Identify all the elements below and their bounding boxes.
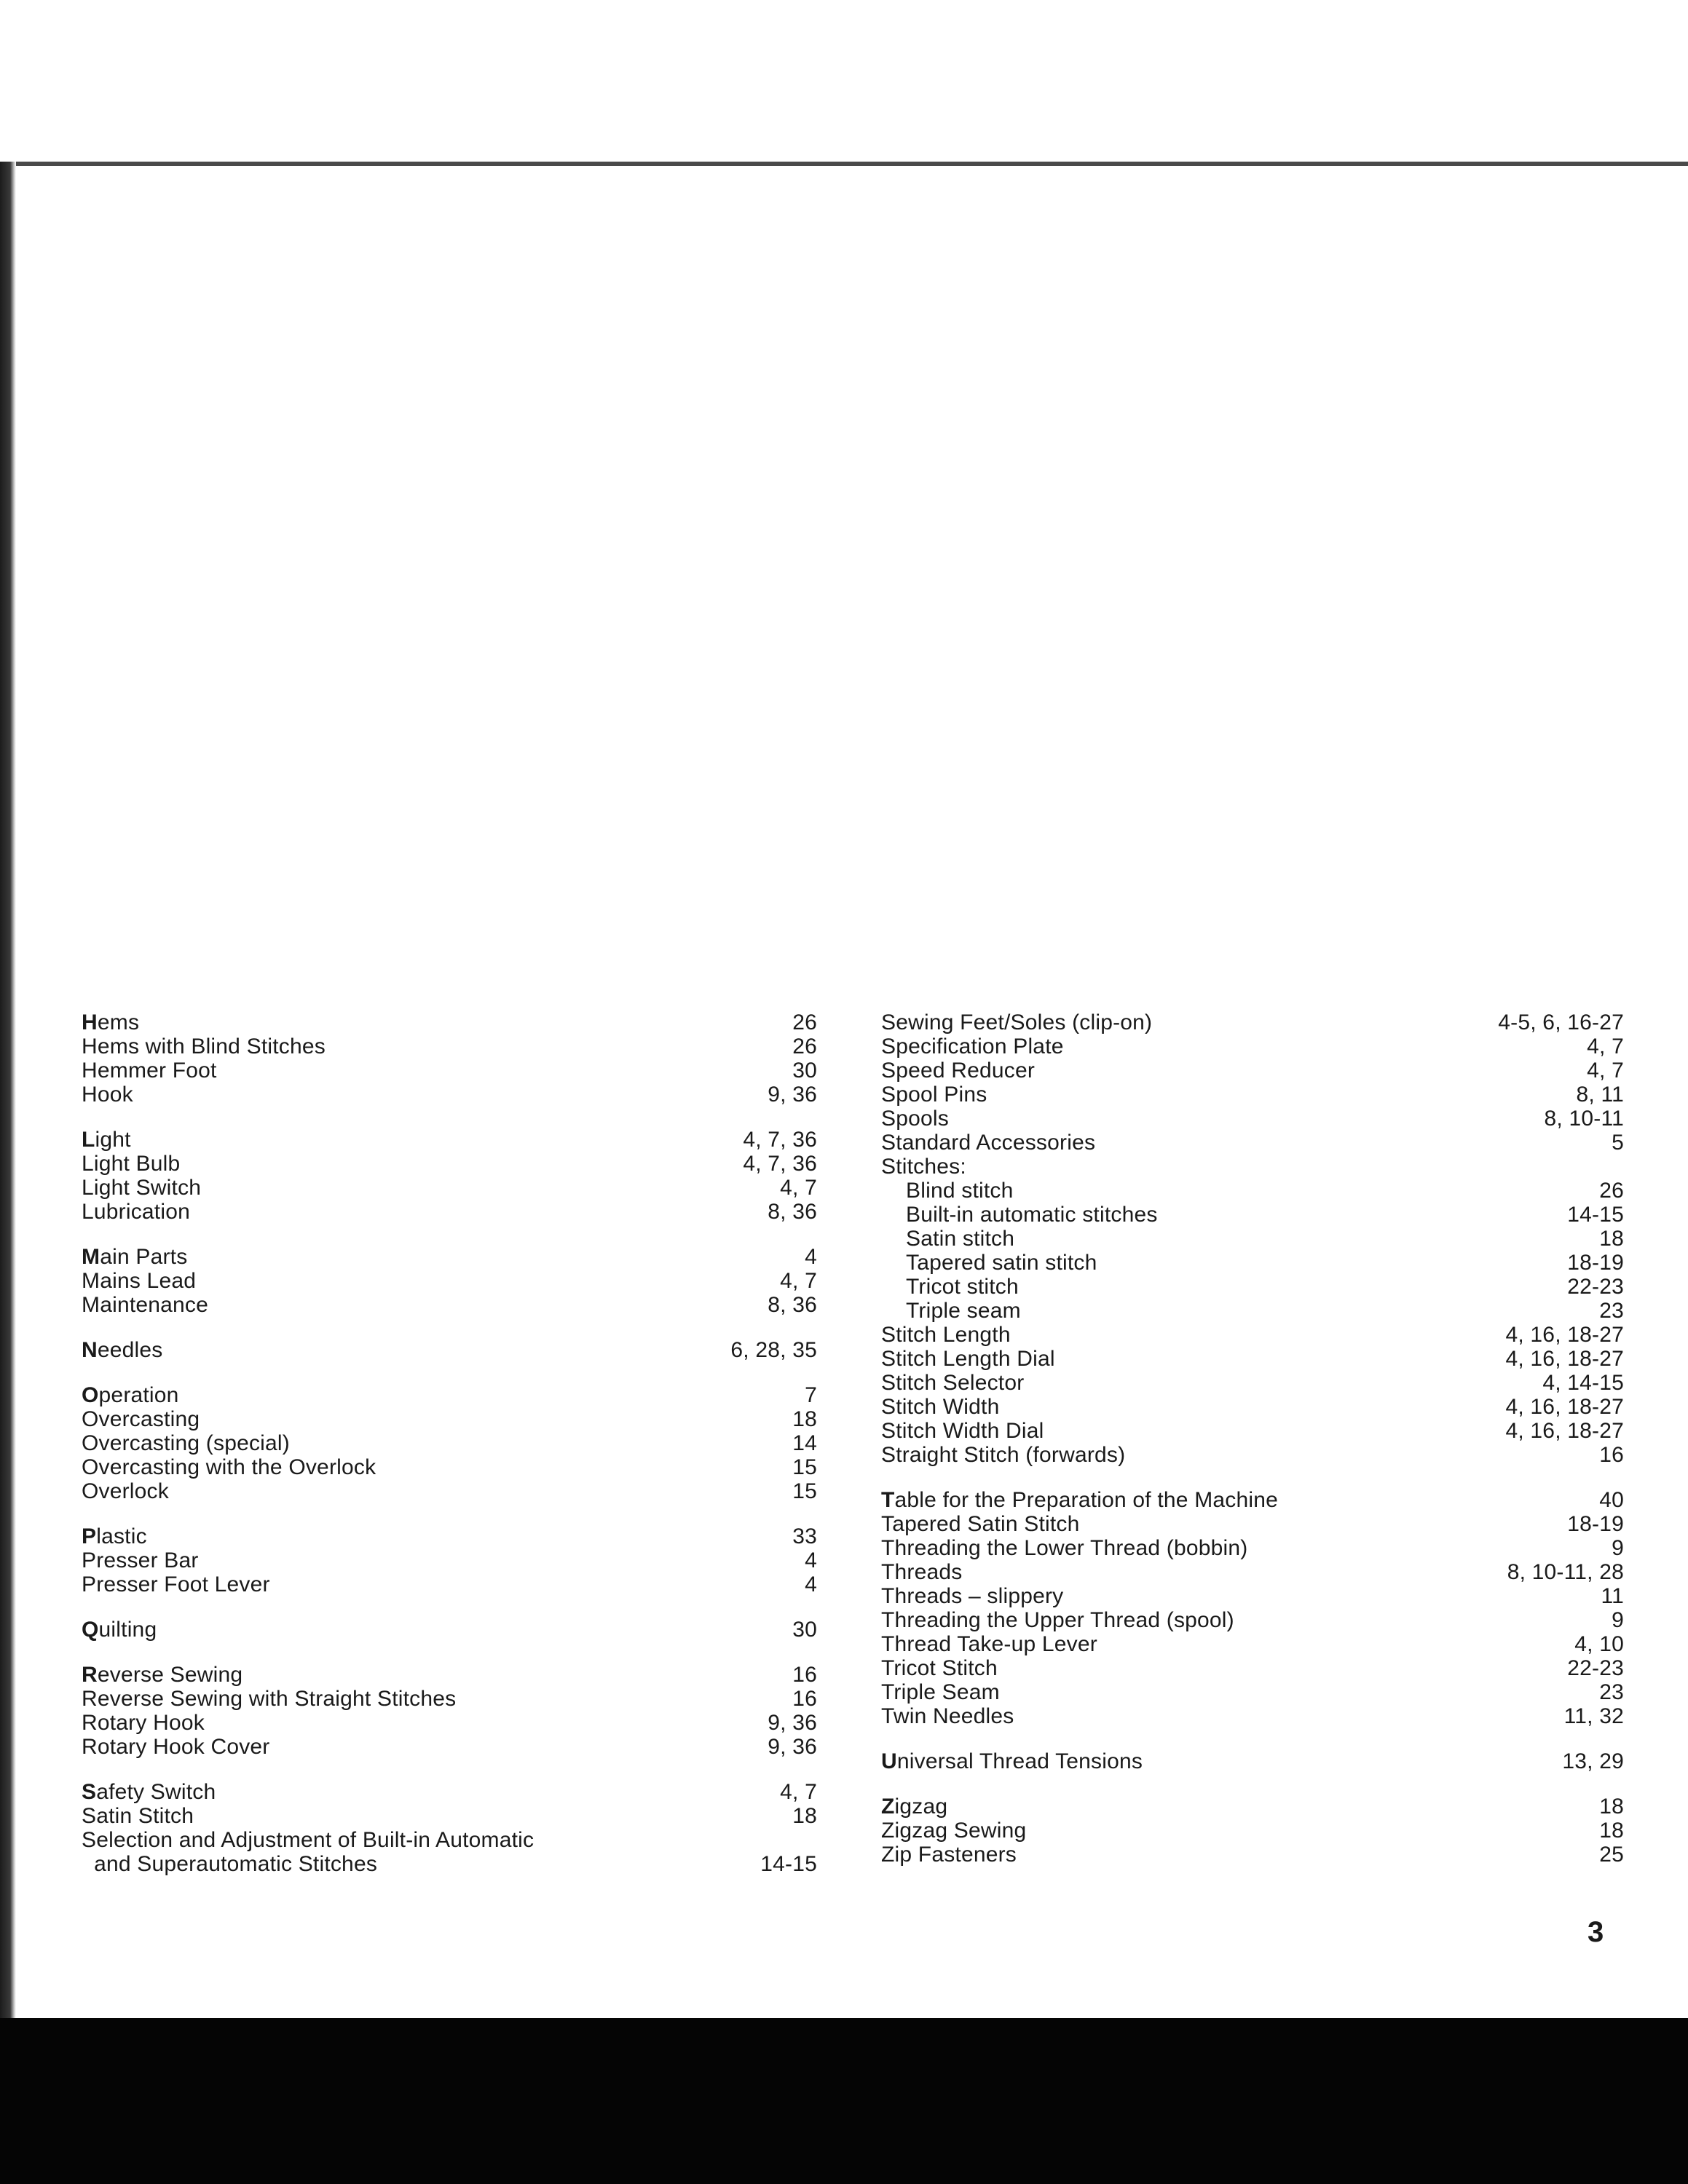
index-term-text: Hems with Blind Stitches: [82, 1034, 326, 1059]
index-page-refs: 4, 7: [1587, 1059, 1624, 1083]
index-page-refs: 15: [792, 1455, 817, 1479]
index-term-initial: S: [82, 1780, 97, 1804]
index-term-text: lastic: [96, 1524, 147, 1548]
index-page-refs: 18: [1599, 1795, 1624, 1819]
index-group: [82, 1338, 817, 1362]
index-page-refs: 4, 16, 18-27: [1505, 1419, 1624, 1443]
index-entry: [82, 1083, 817, 1107]
index-term: [881, 1227, 1014, 1251]
index-page-refs: 22-23: [1567, 1275, 1624, 1299]
index-entry: [82, 1479, 817, 1503]
index-entry: [82, 1431, 817, 1455]
index-entry: [82, 1572, 817, 1597]
index-entry: [881, 1010, 1624, 1034]
index-entry: [82, 1269, 817, 1293]
index-entry: [881, 1560, 1624, 1584]
index-entry: [82, 1059, 817, 1083]
index-page-refs: 30: [792, 1618, 817, 1642]
index-term: [82, 1034, 326, 1059]
index-group: [82, 1663, 817, 1759]
index-term: [881, 1323, 1011, 1347]
index-entry: [881, 1749, 1624, 1773]
index-page-refs: 30: [792, 1059, 817, 1083]
index-group: [82, 1010, 817, 1107]
index-term: [82, 1735, 270, 1759]
index-term: [881, 1034, 1064, 1059]
index-page-refs: 4: [805, 1548, 817, 1572]
index-term: [881, 1371, 1024, 1395]
index-page-refs: 9, 36: [768, 1711, 817, 1735]
index-entry: [82, 1780, 817, 1804]
scan-bottom-band: [0, 2018, 1688, 2184]
index-term: [881, 1632, 1097, 1656]
index-term-text: peration: [98, 1383, 179, 1407]
index-entry: [881, 1034, 1624, 1059]
index-term: [881, 1179, 1013, 1203]
index-entry: [82, 1034, 817, 1059]
index-group: [82, 1780, 817, 1876]
index-term-text: Reverse Sewing with Straight Stitches: [82, 1687, 457, 1711]
index-term: [82, 1245, 187, 1269]
index-term-text: ight: [95, 1128, 131, 1152]
index-group: [82, 1524, 817, 1597]
index-term: [881, 1107, 949, 1131]
index-page-refs: 4, 10: [1574, 1632, 1624, 1656]
index-page-refs: 13, 29: [1562, 1749, 1624, 1773]
index-page-refs: 4, 7: [1587, 1034, 1624, 1059]
index-term: [881, 1010, 1152, 1034]
index-entry: [881, 1299, 1624, 1323]
index-term-text: Overcasting: [82, 1407, 200, 1431]
index-term-text: Speed Reducer: [881, 1059, 1036, 1083]
index-entry: [82, 1152, 817, 1176]
index-term-text: Tapered Satin Stitch: [881, 1512, 1080, 1536]
index-page-refs: 9: [1612, 1536, 1624, 1560]
index-group: [82, 1618, 817, 1642]
index-term-text: everse Sewing: [97, 1663, 243, 1687]
index-term: [82, 1828, 534, 1852]
index-term-text: niversal Thread Tensions: [896, 1749, 1143, 1773]
index-page-refs: 8, 36: [768, 1293, 817, 1317]
index-term: [82, 1431, 290, 1455]
index-term: [881, 1795, 947, 1819]
index-page-refs: 8, 10-11, 28: [1507, 1560, 1624, 1584]
index-entry: [881, 1251, 1624, 1275]
index-page-refs: 16: [792, 1663, 817, 1687]
index-term: [881, 1083, 987, 1107]
index-term: [881, 1347, 1055, 1371]
index-term: [82, 1852, 377, 1876]
index-term-text: Thread Take-up Lever: [881, 1632, 1097, 1656]
index-term-text: Presser Bar: [82, 1548, 199, 1572]
index-page-refs: 18: [792, 1804, 817, 1828]
index-page-refs: 40: [1599, 1488, 1624, 1512]
index-term: [82, 1128, 131, 1152]
index-term-text: Straight Stitch (forwards): [881, 1443, 1126, 1467]
index-page-refs: 4, 7, 36: [743, 1152, 817, 1176]
index-term-text: Tricot stitch: [906, 1275, 1019, 1299]
index-page-refs: 18-19: [1567, 1512, 1624, 1536]
index-term-initial: Q: [82, 1618, 99, 1642]
index-entry: [881, 1371, 1624, 1395]
index-entry: [881, 1656, 1624, 1680]
index-term: [881, 1843, 1017, 1867]
index-page-refs: 4, 7: [780, 1176, 817, 1200]
index-term: [82, 1455, 376, 1479]
index-term-text: ems: [97, 1010, 140, 1034]
index-term: [881, 1275, 1019, 1299]
index-term-text: eedles: [97, 1338, 163, 1362]
index-entry: [881, 1843, 1624, 1867]
index-term-text: Tricot Stitch: [881, 1656, 998, 1680]
index-term-text: Stitch Width: [881, 1395, 1000, 1419]
index-column-left: [82, 1010, 817, 1897]
index-page-refs: 14-15: [1567, 1203, 1624, 1227]
index-term-text: Rotary Hook: [82, 1711, 205, 1735]
index-entry: [82, 1383, 817, 1407]
index-page-refs: 11: [1601, 1584, 1624, 1608]
index-term-text: Stitch Length Dial: [881, 1347, 1055, 1371]
index-term-text: Threading the Lower Thread (bobbin): [881, 1536, 1248, 1560]
index-group: [82, 1383, 817, 1503]
index-entry: [881, 1275, 1624, 1299]
index-term-initial: R: [82, 1663, 98, 1687]
index-term: [82, 1524, 147, 1548]
index-page-refs: 26: [792, 1034, 817, 1059]
index-entry: [881, 1512, 1624, 1536]
index-term-text: Light Switch: [82, 1176, 202, 1200]
index-entry: [82, 1735, 817, 1759]
index-group: [881, 1795, 1624, 1867]
index-page-refs: 15: [792, 1479, 817, 1503]
index-entry: [82, 1663, 817, 1687]
index-page-refs: 23: [1599, 1680, 1624, 1704]
index-page-refs: 9: [1612, 1608, 1624, 1632]
index-entry: [82, 1828, 817, 1852]
index-entry: [881, 1608, 1624, 1632]
index-term: [881, 1251, 1097, 1275]
index-page-refs: 26: [792, 1010, 817, 1034]
index-term-text: Stitch Length: [881, 1323, 1011, 1347]
index-entry: [82, 1524, 817, 1548]
index-entry: [881, 1155, 1624, 1179]
index-term: [881, 1488, 1278, 1512]
index-page-refs: 33: [792, 1524, 817, 1548]
index-term-text: Maintenance: [82, 1293, 208, 1317]
index-page-refs: 4, 7: [780, 1269, 817, 1293]
index-entry: [881, 1131, 1624, 1155]
index-term: [881, 1560, 962, 1584]
index-term-text: igzag: [894, 1795, 948, 1819]
index-entry: [881, 1632, 1624, 1656]
index-entry: [82, 1010, 817, 1034]
index-term-initial: O: [82, 1383, 99, 1407]
index-term: [82, 1176, 201, 1200]
index-entry: [82, 1338, 817, 1362]
index-term: [82, 1407, 200, 1431]
index-term: [881, 1656, 998, 1680]
index-term-text: Zigzag Sewing: [881, 1819, 1027, 1843]
index-term-initial: L: [82, 1128, 95, 1152]
index-term: [82, 1338, 162, 1362]
index-page-refs: 14-15: [760, 1852, 817, 1876]
index-group: [881, 1010, 1624, 1467]
index-page-refs: 16: [792, 1687, 817, 1711]
index-term-text: Blind stitch: [906, 1179, 1014, 1203]
index-page-refs: 7: [805, 1383, 817, 1407]
index-page-refs: 4, 14-15: [1542, 1371, 1624, 1395]
index-page-refs: 5: [1612, 1131, 1624, 1155]
index-page-refs: 4: [805, 1572, 817, 1597]
index-term: [82, 1083, 133, 1107]
index-term-text: Satin stitch: [906, 1227, 1015, 1251]
index-column-right: [881, 1010, 1624, 1888]
index-term-text: Threading the Upper Thread (spool): [881, 1608, 1234, 1632]
index-term: [82, 1059, 217, 1083]
index-entry: [82, 1711, 817, 1735]
index-term: [82, 1479, 169, 1503]
index-term-text: Light Bulb: [82, 1152, 181, 1176]
index-term-text: afety Switch: [96, 1780, 216, 1804]
index-entry: [881, 1795, 1624, 1819]
index-page-refs: 8, 11: [1576, 1083, 1624, 1107]
index-term-text: able for the Preparation of the Machine: [894, 1488, 1278, 1512]
index-term: [881, 1704, 1014, 1728]
index-term-text: Tapered satin stitch: [906, 1251, 1097, 1275]
index-term-initial: N: [82, 1338, 98, 1362]
index-entry: [881, 1443, 1624, 1467]
index-term: [881, 1536, 1247, 1560]
index-term-text: Stitches:: [881, 1155, 966, 1179]
index-term: [881, 1680, 1000, 1704]
index-term: [82, 1572, 270, 1597]
index-page-refs: 18-19: [1567, 1251, 1624, 1275]
index-page-refs: 4, 7: [780, 1780, 817, 1804]
index-group: [82, 1128, 817, 1224]
index-entry: [82, 1804, 817, 1828]
index-term-text: Triple seam: [906, 1299, 1021, 1323]
index-entry: [881, 1227, 1624, 1251]
index-term-text: Presser Foot Lever: [82, 1572, 270, 1597]
page-number: 3: [1588, 1916, 1604, 1948]
index-term: [82, 1548, 199, 1572]
index-term: [82, 1711, 205, 1735]
index-term-text: Lubrication: [82, 1200, 190, 1224]
index-page-refs: 14: [792, 1431, 817, 1455]
index-term: [82, 1687, 456, 1711]
index-page-refs: 26: [1599, 1179, 1624, 1203]
index-term-text: Threads – slippery: [881, 1584, 1064, 1608]
index-term: [82, 1618, 157, 1642]
index-page-refs: 23: [1599, 1299, 1624, 1323]
index-entry: [82, 1245, 817, 1269]
index-term: [881, 1059, 1035, 1083]
index-page-refs: 4, 16, 18-27: [1505, 1347, 1624, 1371]
index-entry: [881, 1083, 1624, 1107]
index-group: [881, 1488, 1624, 1728]
index-term-text: Zip Fasteners: [881, 1843, 1017, 1867]
index-entry: [881, 1819, 1624, 1843]
index-page-refs: 8, 36: [768, 1200, 817, 1224]
index-term: [82, 1663, 242, 1687]
index-entry: [881, 1347, 1624, 1371]
index-term: [881, 1512, 1080, 1536]
index-term-text: Threads: [881, 1560, 963, 1584]
index-page-refs: 6, 28, 35: [730, 1338, 817, 1362]
index-term-initial: P: [82, 1524, 97, 1548]
index-entry: [881, 1488, 1624, 1512]
index-term-initial: M: [82, 1245, 100, 1269]
index-term: [82, 1269, 196, 1293]
index-term: [82, 1293, 208, 1317]
index-entry: [881, 1059, 1624, 1083]
index-term-initial: U: [881, 1749, 897, 1773]
index-term: [881, 1819, 1026, 1843]
index-page-refs: 4: [805, 1245, 817, 1269]
index-term: [881, 1749, 1143, 1773]
index-term-text: ain Parts: [100, 1245, 188, 1269]
index-term-text: Spools: [881, 1107, 949, 1131]
index-entry: [881, 1680, 1624, 1704]
scan-left-edge: [0, 162, 16, 2019]
index-entry: [881, 1419, 1624, 1443]
index-term-text: Hemmer Foot: [82, 1059, 217, 1083]
index-term: [82, 1152, 180, 1176]
index-term-text: uilting: [98, 1618, 157, 1642]
index-term: [881, 1608, 1234, 1632]
index-term: [881, 1203, 1158, 1227]
index-page-refs: 4, 7, 36: [743, 1128, 817, 1152]
index-entry: [881, 1704, 1624, 1728]
index-term-text: Built-in automatic stitches: [906, 1203, 1158, 1227]
index-page-refs: 11, 32: [1563, 1704, 1624, 1728]
index-entry: [881, 1536, 1624, 1560]
index-term: [82, 1200, 190, 1224]
index-entry: [82, 1618, 817, 1642]
index-term-initial: T: [881, 1488, 895, 1512]
index-term: [881, 1299, 1021, 1323]
index-entry: [881, 1179, 1624, 1203]
index-term-text: Spool Pins: [881, 1083, 987, 1107]
index-entry: [881, 1323, 1624, 1347]
index-term-text: Sewing Feet/Soles (clip-on): [881, 1010, 1153, 1034]
index-entry: [82, 1687, 817, 1711]
index-entry: [881, 1395, 1624, 1419]
index-page-refs: 8, 10-11: [1544, 1107, 1624, 1131]
index-entry: [82, 1548, 817, 1572]
index-page-refs: 9, 36: [768, 1735, 817, 1759]
index-term-text: Rotary Hook Cover: [82, 1735, 270, 1759]
index-page-refs: 25: [1599, 1843, 1624, 1867]
index-entry: [82, 1176, 817, 1200]
index-page-refs: 18: [1599, 1227, 1624, 1251]
index-term-text: Satin Stitch: [82, 1804, 194, 1828]
index-entry: [82, 1455, 817, 1479]
index-entry: [82, 1293, 817, 1317]
index-term-text: Overlock: [82, 1479, 169, 1503]
top-rule: [0, 162, 1688, 166]
index-entry: [82, 1200, 817, 1224]
index-group: [881, 1749, 1624, 1773]
index-term: [82, 1383, 179, 1407]
index-term-initial: H: [82, 1010, 98, 1034]
index-term: [881, 1155, 966, 1179]
index-entry: [82, 1852, 817, 1876]
index-term: [881, 1131, 1095, 1155]
index-entry: [881, 1107, 1624, 1131]
index-page-refs: 4, 16, 18-27: [1505, 1395, 1624, 1419]
index-term-text: Specification Plate: [881, 1034, 1064, 1059]
index-term: [881, 1395, 999, 1419]
index-term-text: Standard Accessories: [881, 1131, 1096, 1155]
index-page-refs: 4, 16, 18-27: [1505, 1323, 1624, 1347]
index-entry: [82, 1407, 817, 1431]
index-term-text: Selection and Adjustment of Built-in Automatic: [82, 1828, 535, 1852]
index-term-text: Stitch Width Dial: [881, 1419, 1044, 1443]
index-page-refs: 22-23: [1567, 1656, 1624, 1680]
index-term: [881, 1419, 1044, 1443]
index-page-refs: 9, 36: [768, 1083, 817, 1107]
index-entry: [881, 1203, 1624, 1227]
index-page-refs: 18: [792, 1407, 817, 1431]
index-term-text: Overcasting (special): [82, 1431, 290, 1455]
index-term-text: Mains Lead: [82, 1269, 197, 1293]
index-term-text: Overcasting with the Overlock: [82, 1455, 376, 1479]
index-group: [82, 1245, 817, 1317]
index-term-text: Triple Seam: [881, 1680, 1000, 1704]
index-page-refs: 18: [1599, 1819, 1624, 1843]
index-term-text: Hook: [82, 1083, 133, 1107]
index-term-initial: Z: [881, 1795, 895, 1819]
index-term-text: Stitch Selector: [881, 1371, 1025, 1395]
index-term: [881, 1443, 1125, 1467]
index-entry: [82, 1128, 817, 1152]
index-term: [82, 1780, 216, 1804]
index-term-text: and Superautomatic Stitches: [82, 1852, 378, 1876]
index-page-refs: 4-5, 6, 16-27: [1498, 1010, 1624, 1034]
index-term: [82, 1804, 194, 1828]
index-page-refs: 16: [1599, 1443, 1624, 1467]
index-entry: [881, 1584, 1624, 1608]
index-term: [881, 1584, 1063, 1608]
index-term: [82, 1010, 139, 1034]
index-term-text: Twin Needles: [881, 1704, 1014, 1728]
